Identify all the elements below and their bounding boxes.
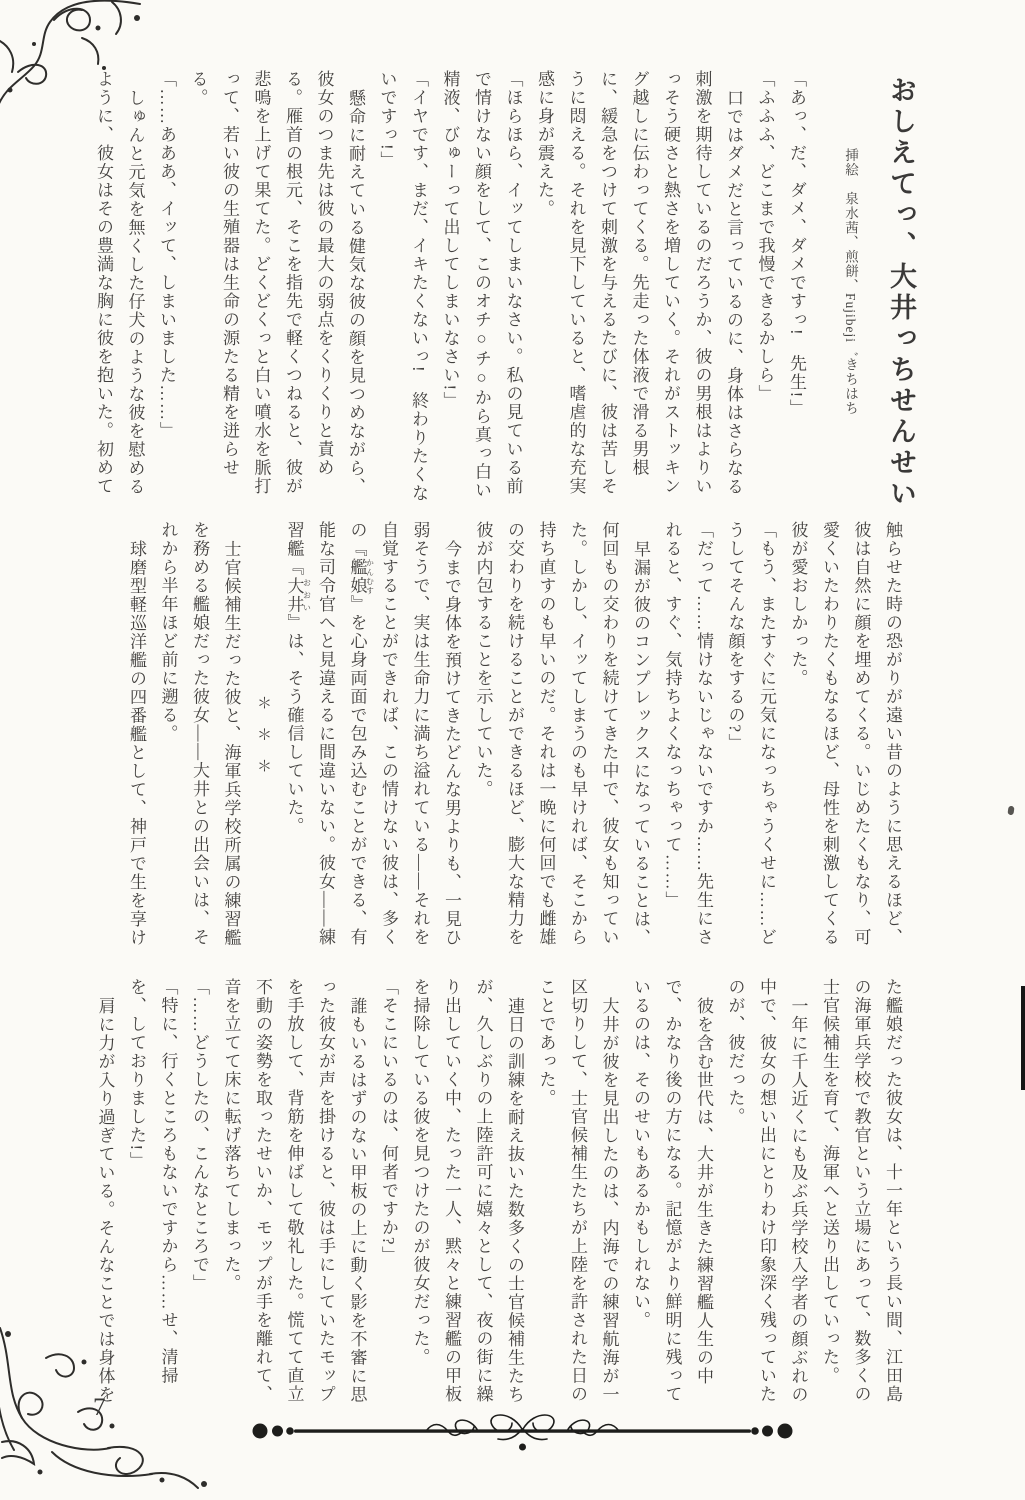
paragraph: 連日の訓練を耐え抜いた数多くの士官候補生たちが、久しぶりの上陸許可に嬉々として、夜の街に繰り出していく中、たった一人、黙々と練習艦の甲板を掃除している彼を見つけたのが彼女だった。 [410, 978, 524, 1404]
paragraph: 彼を含む世代は、大井が生きた練習艦人生の中で、かなり後の方になる。記憶がより鮮明に残っているのは、そのせいもあるかもしれない。 [631, 978, 713, 1404]
paragraph: 早漏が彼のコンプレックスになっていることは、何回もの交わりを続けてきた中で、彼女も知っていた。しかし、イッてしまうのも早ければ、そこから持ち直すのも早いのだ。それは一晩に何回でも雌雄の交わりを続けることができるほど、膨大な精力を彼が内包することを示していた。 [473, 521, 650, 947]
paragraph: 「あっ、だ、ダメ、ダメですっ! 先生!」 [787, 70, 806, 418]
paragraph: た艦娘だった彼女は、十一年という長い間、江田島の海軍兵学校で教官という立場にあって、数多くの士官候補生を育て、海軍へと送り出していった。 [820, 978, 902, 1404]
paragraph: 「……あああ、イッて、しまいました……」 [157, 70, 176, 440]
middle-section [86, 521, 908, 963]
text-block-middle [121, 521, 909, 963]
paragraph: 「特に、行くところもないですから……せ、清掃を、しておりました!」 [127, 978, 178, 1385]
corner-flourish-bottom-left-icon [0, 1322, 217, 1492]
paragraph: 肩に力が入り過ぎている。そんなことでは身体を [95, 996, 115, 1404]
paragraph: 大井が彼を見出したのは、内海での練習航海が一区切りして、士官候補生たちが上陸を許された日のことであった。 [536, 978, 619, 1404]
paragraph: 「ほらほら、イッてしまいなさい。私の見ている前で情けない顔をして、このオチ○チ○から真っ白い精液、びゅーって出してしまいなさい!」 [440, 70, 523, 500]
footer-divider-icon [250, 1412, 795, 1456]
paragraph: 「そこにいるのは、何者ですか?」 [379, 978, 398, 1265]
paragraph: 触らせた時の恐がりが遠い昔のように思えるほど、彼は自然に顔を埋めてくる。いじめたくもなり、可愛くいたわりたくもなるほど、母性を刺激してくる彼が愛おしかった。 [788, 521, 902, 947]
paragraph: 「ふふふ、どこまで我慢できるかしら」 [755, 70, 775, 403]
story-title: おしえてっ、大井っちせんせい [886, 76, 916, 510]
illustration-credit: 挿絵 泉水茜、煎餅、Fujibeji゛きちはち [843, 148, 858, 416]
paragraph: 「……どうしたの、こんなところで」 [190, 978, 209, 1293]
text-block-top [88, 70, 813, 512]
paragraph: しゅんと元気を無くした仔犬のような彼を慰めるように、彼女はその豊満な胸に彼を抱いた。初めて [94, 70, 145, 496]
paragraph: 懸命に耐えている健気な彼の顔を見つめながら、彼女のつま先は彼の最大の弱点をくりくりと責める。雁首の根元、そこを指先で軽くつねると、彼が悲鳴を上げて果てた。どくどくっと白い噴水を脈打って、若い彼の生殖器は生命の源たる精を迸らせる。 [188, 70, 365, 496]
paragraph: 「イヤです、まだ、イキたくないっ! 終わりたくないですっ!」 [377, 70, 428, 503]
opening-section [70, 70, 930, 512]
paragraph: 一年に千人近くにも及ぶ兵学校入学者の顔ぶれの中で、彼女の想い出にとりわけ印象深く残っていたのが、彼だった。 [725, 978, 808, 1404]
paragraph: 口ではダメだと言っているのに、身体はさらなる刺激を期待しているのだろうか、彼の男根はよりいっそう硬さと熱さを増していく。それがストッキング越しに伝わってくる。先走った体液で滑る男根に、緩急をつけて刺激を与えるたびに、彼は苦しそうに悶える。それを見下していると、嗜虐的な充実感に身が震えた。 [535, 70, 743, 496]
paragraph: 今まで身体を預けてきたどんな男よりも、一見ひ弱そうで、実は生命力に満ち溢れている――それを自覚することができれば、この情けない彼は、多くの『艦娘 かんむす』を心身両面で包み込むことができる、有能な司令官へと見違えるに間違いない。彼女――練習艦『大井 おおい』は、そう確信していた。 [284, 521, 461, 947]
scene-break-asterisks: ＊＊＊ [255, 694, 271, 790]
paragraph: 球磨型軽巡洋艦の四番艦として、神戸で生を享け [127, 539, 146, 947]
paragraph: 士官候補生だった彼と、海軍兵学校所属の練習艦を務める艦娘だった彼女――大井との出会いは、それから半年ほど前に遡る。 [158, 521, 241, 947]
edge-dot-artifact [1007, 806, 1014, 816]
paragraph: 「だって……情けないじゃないですか……先生にされると、すぐ、気持ちよくなっちゃって……」 [662, 521, 713, 947]
paragraph: 誰もいるはずのない甲板の上に動く影を不審に思った彼女が声を掛けると、彼は手にしていたモップを手放して、背筋を伸ばして敬礼した。慌てて直立不動の姿勢を取ったせいか、モップが手を離れて、音を立てて床に転げ落ちてしまった。 [221, 978, 367, 1404]
page-number: 7 [93, 1394, 106, 1421]
scan-edge-artifact [1021, 986, 1025, 1090]
paragraph: 「もう、またすぐに元気になっちゃうくせに……どうしてそんな顔をするの?」 [725, 521, 776, 947]
